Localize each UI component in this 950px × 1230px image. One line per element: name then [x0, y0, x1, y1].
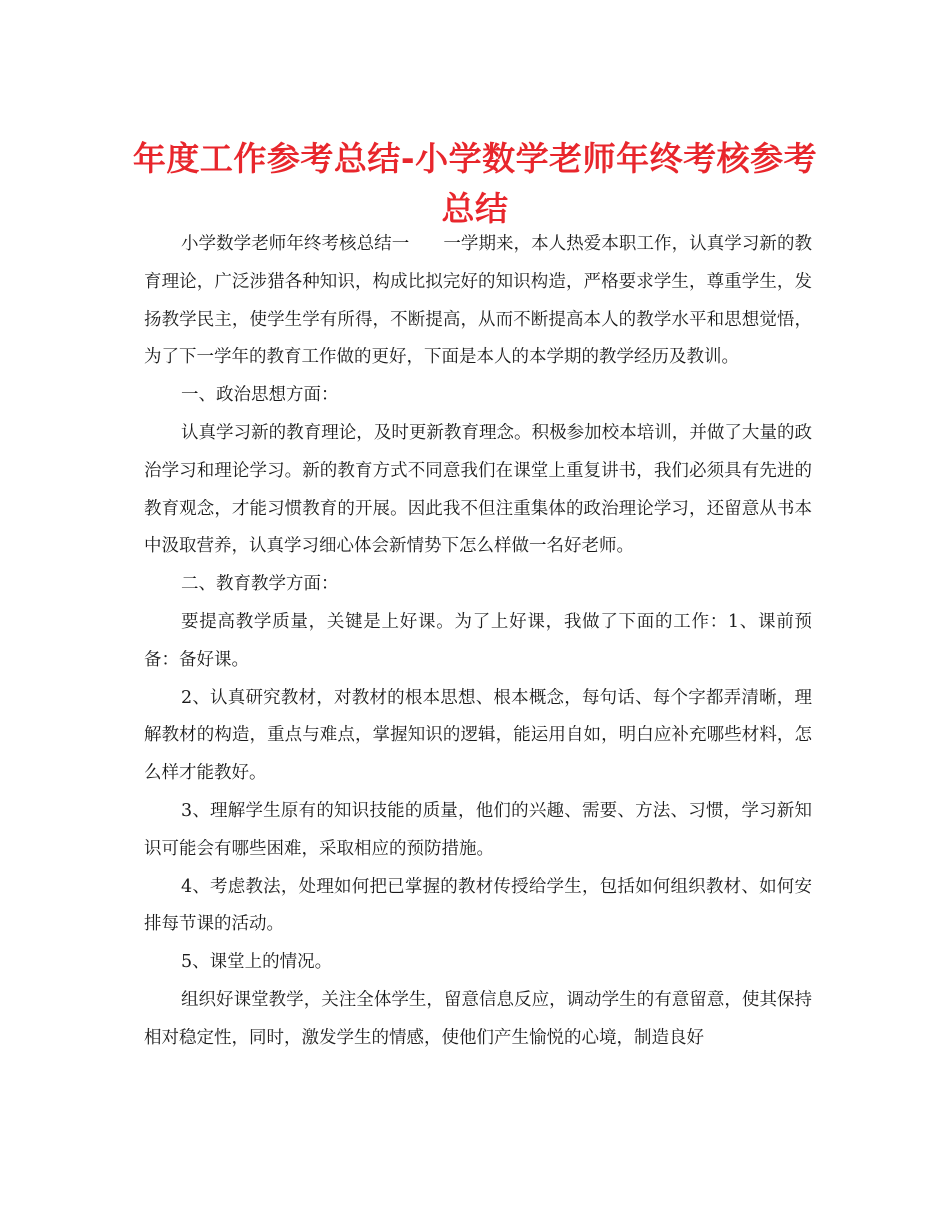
paragraph: 组织好课堂教学，关注全体学生，留意信息反应，调动学生的有意留意，使其保持相对稳定性，同时，激发学生的情感，使他们产生愉悦的心境，制造良好	[144, 989, 812, 1048]
paragraph: 4、考虑教法，处理如何把已掌握的教材传授给学生，包括如何组织教材、如何安排每节课的活动。	[144, 876, 812, 935]
paragraph-intro	[144, 226, 812, 377]
document-body	[144, 226, 812, 1058]
paragraph: 认真学习新的教育理论，及时更新教育理念。积极参加校本培训，并做了大量的政治学习和理论学习。新的教育方式不同意我们在课堂上重复讲书，我们必须具有先进的教育观念，才能习惯教育的开展。因此我不但注重集体的政治理论学习，还留意从书本中汲取营养，认真学习细心体会新情势下怎么样做一名好老师。	[144, 422, 812, 557]
paragraph: 要提高教学质量，关键是上好课。为了上好课，我做了下面的工作：1、课前预备：备好课。	[144, 611, 812, 670]
intro-heading: 小学数学老师年终考核总结一	[181, 234, 410, 254]
paragraph: 3、理解学生原有的知识技能的质量，他们的兴趣、需要、方法、习惯，学习新知识可能会有哪些困难，采取相应的预防措施。	[144, 800, 812, 859]
paragraph: 2、认真研究教材，对教材的根本思想、根本概念，每句话、每个字都弄清晰，理解教材的构造，重点与难点，掌握知识的逻辑，能运用自如，明白应补充哪些材料，怎么样才能教好。	[144, 687, 812, 784]
section-heading-political: 一、政治思想方面：	[181, 385, 339, 406]
section-heading-teaching: 二、教育教学方面：	[181, 574, 339, 595]
document-title: 年度工作参考总结-小学数学老师年终考核参考总结	[132, 139, 818, 228]
intro-text: 一学期来，本人热爱本职工作，认真学习新的教育理论，广泛涉猎各种知识，构成比拟完好的知识构造，严格要求学生，尊重学生，发扬教学民主，使学生学有所得，不断提高，从而不断提高本人的教学水平和思想觉悟，为了下一学年的教育工作做的更好，下面是本人的本学期的教学经历及教训。	[144, 234, 812, 368]
paragraph: 5、课堂上的情况。	[181, 952, 333, 973]
